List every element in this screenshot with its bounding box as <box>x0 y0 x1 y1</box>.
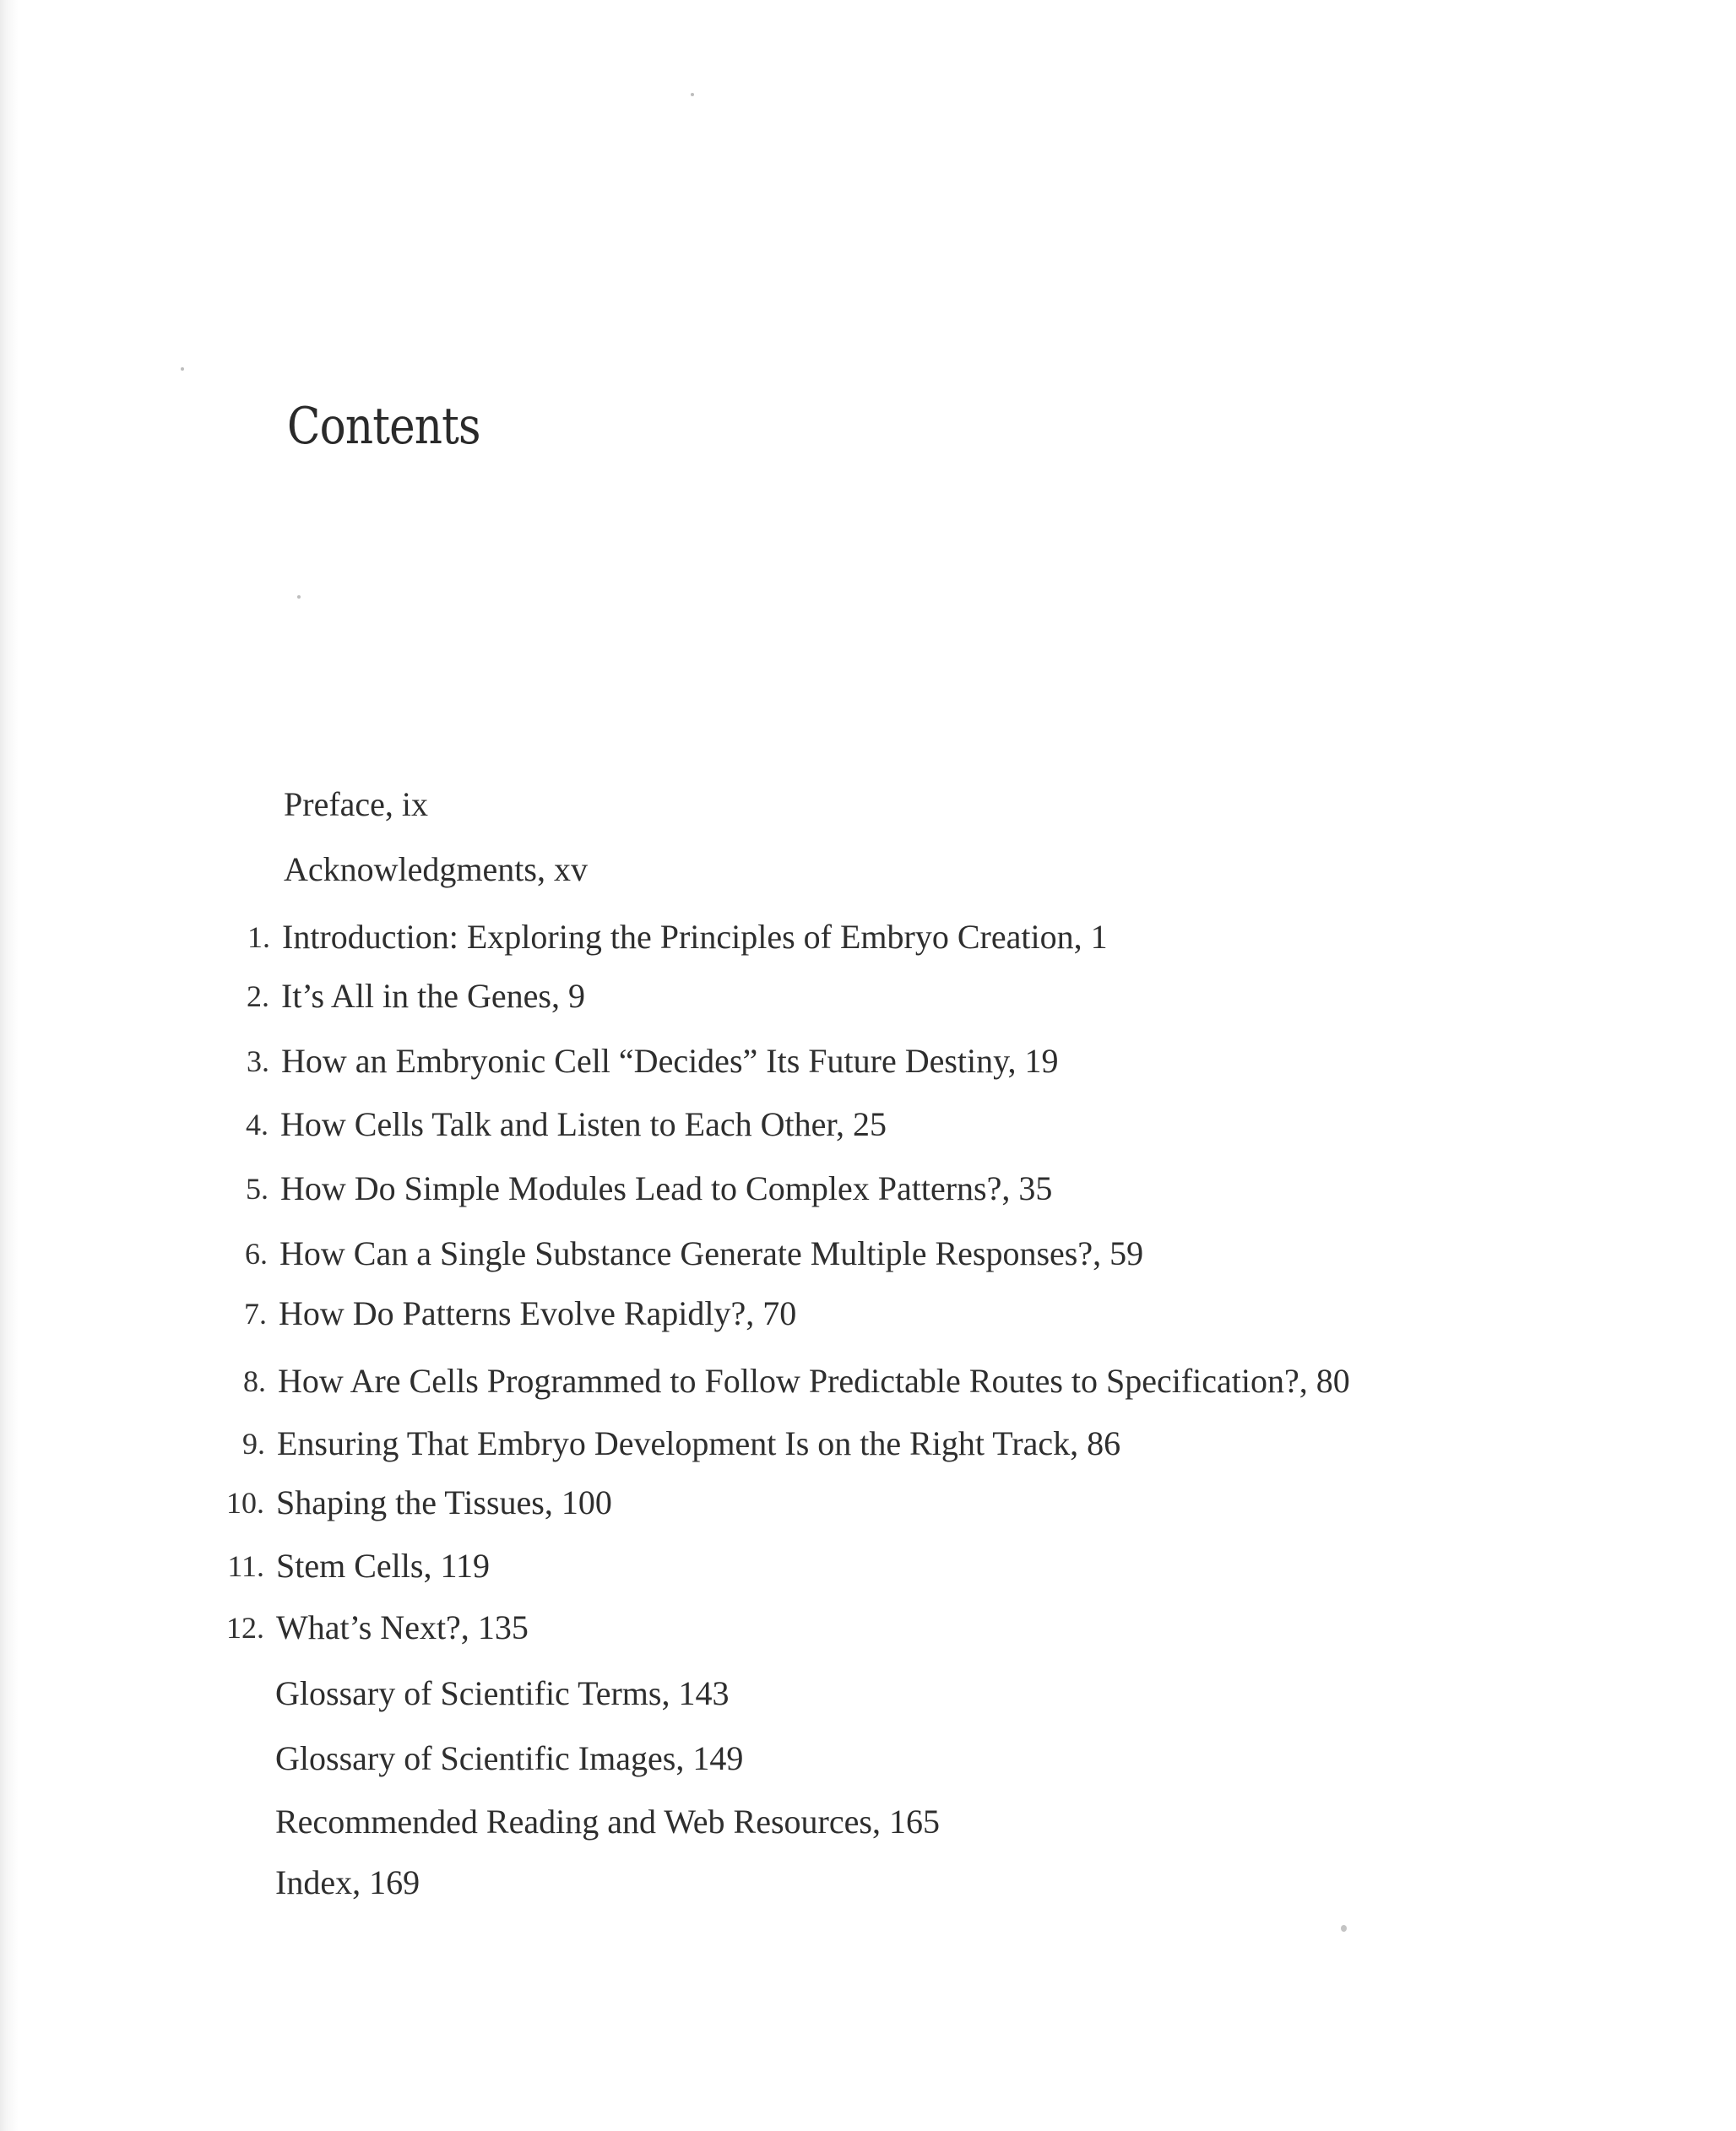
page-title: Contents <box>287 397 480 456</box>
toc-entry-page: 9 <box>567 977 585 1015</box>
toc-entry-page: xv <box>553 850 588 888</box>
toc-entry-number: 2. <box>247 979 269 1013</box>
toc-entry-title: How Are Cells Programmed to Follow Predictable Routes to Specification?, <box>278 1362 1316 1400</box>
toc-entry-title: It’s All in the Genes, <box>281 977 568 1015</box>
toc-entry-number: 7. <box>244 1297 267 1331</box>
toc-entry-title: Ensuring That Embryo Development Is on the Right Track, <box>277 1424 1088 1462</box>
toc-entry-title: How Do Patterns Evolve Rapidly?, <box>279 1294 763 1332</box>
toc-entry-title: Preface, <box>284 785 402 823</box>
toc-entry-chapter-1[interactable] <box>247 914 1108 961</box>
toc-entry-number: 10. <box>226 1486 264 1520</box>
toc-entry-number: 3. <box>247 1044 269 1078</box>
toc-entry-number: 5. <box>246 1172 269 1206</box>
toc-entry-title: How an Embryonic Cell “Decides” Its Future Destiny, <box>281 1042 1025 1080</box>
toc-entry-title: Introduction: Exploring the Principles of Embryo Creation, <box>282 918 1091 956</box>
toc-entry-chapter-8[interactable] <box>243 1358 1350 1405</box>
toc-entry-recommended-reading[interactable] <box>275 1798 940 1846</box>
toc-entry-page: ix <box>401 785 429 823</box>
toc-entry-page: 80 <box>1316 1362 1350 1400</box>
toc-entry-chapter-11[interactable] <box>227 1543 490 1590</box>
toc-entry-chapter-7[interactable] <box>244 1290 797 1337</box>
toc-entry-preface[interactable] <box>284 781 428 828</box>
toc-entry-glossary-terms[interactable] <box>275 1670 729 1717</box>
toc-entry-page: 165 <box>888 1803 940 1841</box>
toc-entry-chapter-9[interactable] <box>242 1420 1121 1467</box>
toc-entry-chapter-5[interactable] <box>246 1165 1053 1212</box>
toc-entry-page: 135 <box>477 1608 529 1646</box>
toc-entry-number: 9. <box>242 1427 265 1461</box>
toc-entry-chapter-4[interactable] <box>246 1101 887 1148</box>
toc-entry-glossary-images[interactable] <box>275 1735 743 1782</box>
toc-entry-title: Index, <box>275 1863 370 1901</box>
toc-entry-page: 1 <box>1090 918 1108 956</box>
toc-entry-title: How Cells Talk and Listen to Each Other, <box>280 1105 854 1143</box>
toc-entry-chapter-12[interactable] <box>226 1604 529 1651</box>
toc-entry-title: Shaping the Tissues, <box>276 1483 561 1521</box>
toc-entry-number: 12. <box>226 1611 264 1645</box>
toc-entry-page: 143 <box>678 1674 730 1712</box>
toc-entry-number: 11. <box>227 1549 264 1583</box>
toc-entry-title: What’s Next?, <box>276 1608 478 1646</box>
toc-entry-page: 86 <box>1087 1424 1121 1462</box>
toc-entry-number: 1. <box>247 920 270 954</box>
toc-entry-page: 119 <box>440 1547 490 1585</box>
toc-entry-number: 4. <box>246 1108 269 1141</box>
toc-entry-acknowledgments[interactable] <box>284 846 588 893</box>
toc-entry-title: Stem Cells, <box>276 1547 441 1585</box>
toc-entry-page: 100 <box>561 1483 612 1521</box>
toc-entry-title: Acknowledgments, <box>284 850 554 888</box>
toc-entry-title: Glossary of Scientific Terms, <box>275 1674 679 1712</box>
toc-entry-title: How Do Simple Modules Lead to Complex Patterns?, <box>280 1169 1019 1207</box>
toc-entry-page: 19 <box>1024 1042 1059 1080</box>
toc-entry-title: Recommended Reading and Web Resources, <box>275 1803 889 1841</box>
toc-entry-title: Glossary of Scientific Images, <box>275 1739 693 1777</box>
toc-entry-chapter-3[interactable] <box>247 1038 1059 1085</box>
toc-entry-index[interactable] <box>275 1859 420 1906</box>
toc-entry-page: 149 <box>692 1739 744 1777</box>
toc-entry-page: 70 <box>762 1294 797 1332</box>
toc-entry-title: How Can a Single Substance Generate Multiple Responses?, <box>279 1234 1110 1272</box>
toc-entry-page: 25 <box>853 1105 887 1143</box>
toc-entry-page: 169 <box>369 1863 420 1901</box>
toc-entry-number: 8. <box>243 1364 266 1398</box>
toc-entry-number: 6. <box>245 1237 268 1271</box>
toc-entry-page: 59 <box>1109 1234 1144 1272</box>
toc-entry-chapter-10[interactable] <box>226 1479 612 1526</box>
toc-entry-chapter-2[interactable] <box>247 973 585 1020</box>
toc-entry-page: 35 <box>1018 1169 1053 1207</box>
toc-entry-chapter-6[interactable] <box>245 1230 1144 1277</box>
